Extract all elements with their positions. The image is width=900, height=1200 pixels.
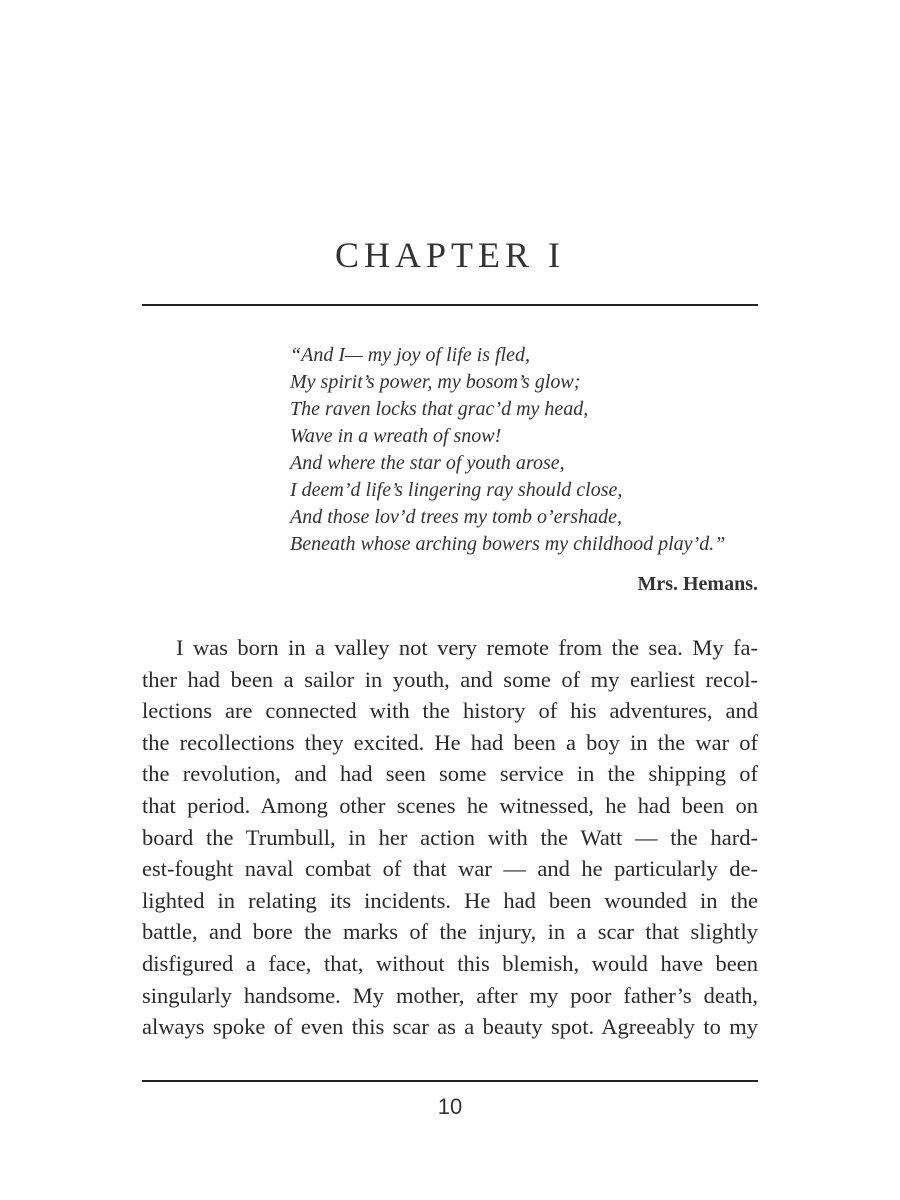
epigraph-line: And where the star of youth arose, bbox=[290, 452, 565, 474]
bottom-divider bbox=[142, 1080, 758, 1082]
top-divider bbox=[142, 304, 758, 306]
body-line: the revolution, and had seen some service in the shipping of bbox=[142, 761, 758, 787]
epigraph-line: Beneath whose arching bowers my childhood play’d.” bbox=[290, 533, 726, 555]
body-line: the recollections they excited. He had been a boy in the war of bbox=[142, 729, 758, 755]
body-paragraph bbox=[142, 632, 758, 1043]
body-line: est-fought naval combat of that war — and he particularly de- bbox=[142, 856, 758, 882]
epigraph bbox=[290, 342, 760, 558]
epigraph-line: And those lov’d trees my tomb o’ershade, bbox=[290, 506, 622, 528]
epigraph-line: Wave in a wreath of snow! bbox=[290, 425, 502, 447]
body-line: battle, and bore the marks of the injury, in a scar that slightly bbox=[142, 919, 758, 945]
body-line: I was born in a valley not very remote from the sea. My fa- bbox=[176, 635, 758, 660]
epigraph-attribution: Mrs. Hemans. bbox=[637, 573, 758, 595]
body-line: always spoke of even this scar as a beauty spot. Agreeably to my bbox=[142, 1014, 758, 1040]
body-line: lections are connected with the history of his adventures, and bbox=[142, 698, 758, 724]
page-number: 10 bbox=[437, 1094, 463, 1119]
body-line: board the Trumbull, in her action with the Watt — the hard- bbox=[142, 824, 758, 850]
body-line: lighted in relating its incidents. He had been wounded in the bbox=[142, 887, 758, 913]
epigraph-line: I deem’d life’s lingering ray should close, bbox=[290, 479, 623, 501]
epigraph-line: The raven locks that grac’d my head, bbox=[290, 398, 589, 420]
body-line: disfigured a face, that, without this blemish, would have been bbox=[142, 950, 758, 976]
epigraph-line: “And I— my joy of life is fled, bbox=[290, 344, 530, 366]
body-line: singularly handsome. My mother, after my poor father’s death, bbox=[142, 982, 758, 1008]
body-line: that period. Among other scenes he witnessed, he had been on bbox=[142, 792, 758, 818]
body-line: ther had been a sailor in youth, and some of my earliest recol- bbox=[142, 666, 758, 692]
chapter-title: CHAPTER I bbox=[334, 235, 565, 275]
epigraph-line: My spirit’s power, my bosom’s glow; bbox=[290, 371, 581, 393]
